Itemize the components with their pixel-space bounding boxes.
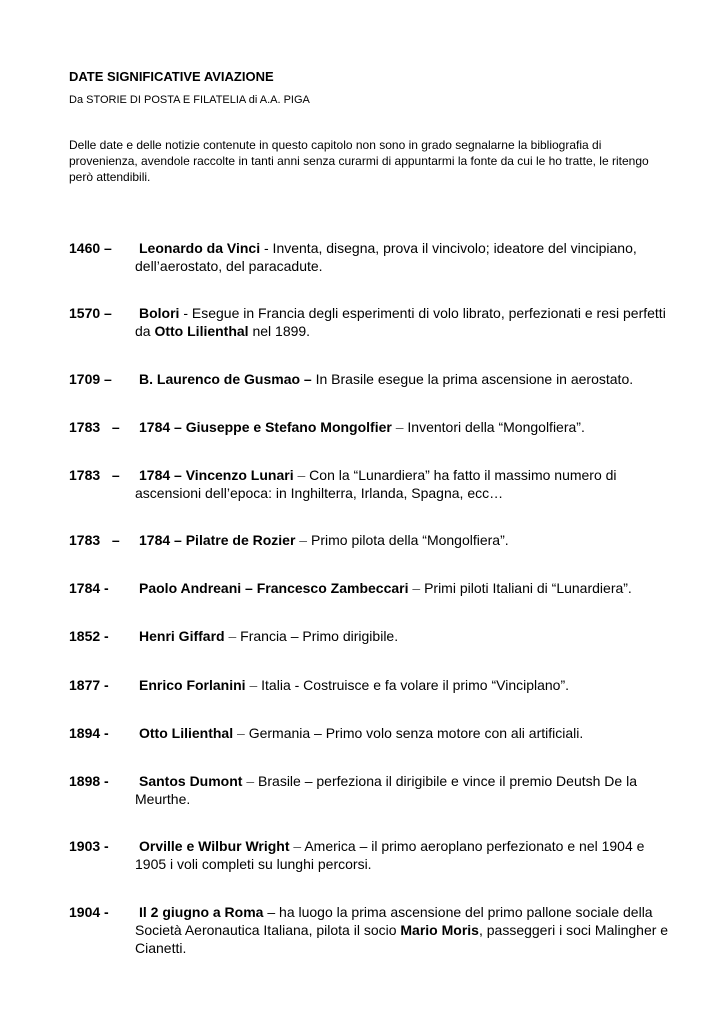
entry-name: Enrico Forlanini xyxy=(139,677,246,693)
entry-name: Santos Dumont xyxy=(139,773,243,789)
entry-text xyxy=(135,466,669,502)
entry-description: Italia - Costruisce e fa volare il primo “Vinciplano”. xyxy=(261,677,570,693)
entry-text xyxy=(135,418,669,436)
timeline-entry xyxy=(69,627,669,645)
entry-name: Orville e Wilbur Wright xyxy=(139,838,290,854)
entry-name: Otto Lilienthal xyxy=(139,725,234,741)
timeline-entry xyxy=(69,903,669,957)
entry-date: 1784 - xyxy=(69,580,109,596)
entry-description-continued: nel 1899. xyxy=(248,323,311,339)
timeline-entry xyxy=(69,724,669,742)
entry-text xyxy=(135,579,669,597)
timeline-entry xyxy=(69,304,669,340)
entry-text xyxy=(135,724,669,742)
entry-name: B. Laurenco de Gusmao – xyxy=(139,371,312,387)
timeline-entry xyxy=(69,531,669,549)
entry-separator: – xyxy=(391,419,408,435)
timeline-entry xyxy=(69,466,669,502)
timeline-entry xyxy=(69,370,669,388)
entry-description-continued: , passeggeri i soci Malingher e Cianetti. xyxy=(135,922,669,956)
entry-date: 1903 - xyxy=(69,838,109,854)
entry-description: Francia – Primo dirigibile. xyxy=(240,628,399,644)
entry-date: 1898 - xyxy=(69,773,109,789)
entry-separator: – xyxy=(242,773,259,789)
entry-name: Henri Giffard xyxy=(139,628,225,644)
entry-separator: – xyxy=(408,580,425,596)
entry-text xyxy=(135,627,669,645)
entry-separator: – xyxy=(224,628,241,644)
entry-separator: – xyxy=(293,467,310,483)
entry-name: Il 2 giugno a Roma xyxy=(139,904,264,920)
entry-text xyxy=(135,676,669,694)
entry-text xyxy=(135,370,669,388)
timeline-entry xyxy=(69,676,669,694)
timeline-entry xyxy=(69,579,669,597)
entry-description: - Inventa, disegna, prova il vincivolo; ideatore del vincipiano, dell’aerostato, del paracadute. xyxy=(135,240,637,274)
entry-date: 1460 – xyxy=(69,240,112,256)
entry-text xyxy=(135,239,669,275)
entry-text xyxy=(135,772,669,808)
entry-name: 1784 – Vincenzo Lunari xyxy=(139,467,294,483)
entry-name: Bolori xyxy=(139,305,180,321)
entry-name: 1784 – Pilatre de Rozier xyxy=(139,532,296,548)
entry-date: 1783 – xyxy=(69,532,120,548)
entry-description: Con la “Lunardiera” ha fatto il massimo numero di ascensioni dell’epoca: in Inghilterra, Irlanda, Spagna, ecc… xyxy=(135,467,617,501)
entry-description: Primo pilota della “Mongolfiera”. xyxy=(311,532,509,548)
document-subtitle: Da STORIE DI POSTA E FILATELIA di A.A. PIGA xyxy=(69,94,310,106)
entry-date: 1904 - xyxy=(69,904,109,920)
entry-description: Primi piloti Italiani di “Lunardiera”. xyxy=(424,580,632,596)
entry-separator: – xyxy=(295,532,311,548)
timeline-entry xyxy=(69,418,669,436)
timeline-entry xyxy=(69,239,669,275)
timeline-entry xyxy=(69,837,669,873)
entry-name-secondary: Mario Moris xyxy=(400,922,479,938)
entry-date: 1894 - xyxy=(69,725,109,741)
entry-name: Paolo Andreani – Francesco Zambeccari xyxy=(139,580,409,596)
entry-date: 1783 – xyxy=(69,419,120,435)
intro-paragraph: Delle date e delle notizie contenute in questo capitolo non sono in grado segnalarne la bibliografia di provenienza, avendole raccolte in tanti anni senza curarmi di appuntarmi la fonte da cui le ho tratte, le ritengo però attendibili. xyxy=(69,138,649,184)
entry-name-secondary: Otto Lilienthal xyxy=(154,323,249,339)
entry-description: – ha luogo la prima ascensione del primo pallone sociale della Società Aeronautica Italiana, pilota il socio xyxy=(135,904,653,938)
entry-separator: – xyxy=(245,677,262,693)
entry-date: 1877 - xyxy=(69,677,109,693)
entry-text xyxy=(135,837,669,873)
entry-date: 1783 – xyxy=(69,467,120,483)
entry-date: 1709 – xyxy=(69,371,112,387)
entry-text xyxy=(135,903,669,957)
entry-text xyxy=(135,531,669,549)
entry-description: America – il primo aeroplano perfezionato e nel 1904 e 1905 i voli completi su lunghi percorsi. xyxy=(135,838,645,872)
entry-description: In Brasile esegue la prima ascensione in aerostato. xyxy=(311,371,634,387)
entry-description: Inventori della “Mongolfiera”. xyxy=(407,419,585,435)
document-title: DATE SIGNIFICATIVE AVIAZIONE xyxy=(69,69,274,84)
entry-separator: – xyxy=(289,838,305,854)
entry-description: Brasile – perfeziona il dirigibile e vince il premio Deutsh De la Meurthe. xyxy=(135,773,637,807)
entry-name: 1784 – Giuseppe e Stefano Mongolfier xyxy=(139,419,392,435)
entry-description: - Esegue in Francia degli esperimenti di volo librato, perfezionati e resi perfetti da xyxy=(135,305,666,339)
entry-date: 1852 - xyxy=(69,628,109,644)
entry-text xyxy=(135,304,669,340)
timeline-entry xyxy=(69,772,669,808)
entry-separator: – xyxy=(233,725,249,741)
entry-date: 1570 – xyxy=(69,305,112,321)
entry-description: Germania – Primo volo senza motore con ali artificiali. xyxy=(248,725,584,741)
entry-name: Leonardo da Vinci xyxy=(139,240,261,256)
